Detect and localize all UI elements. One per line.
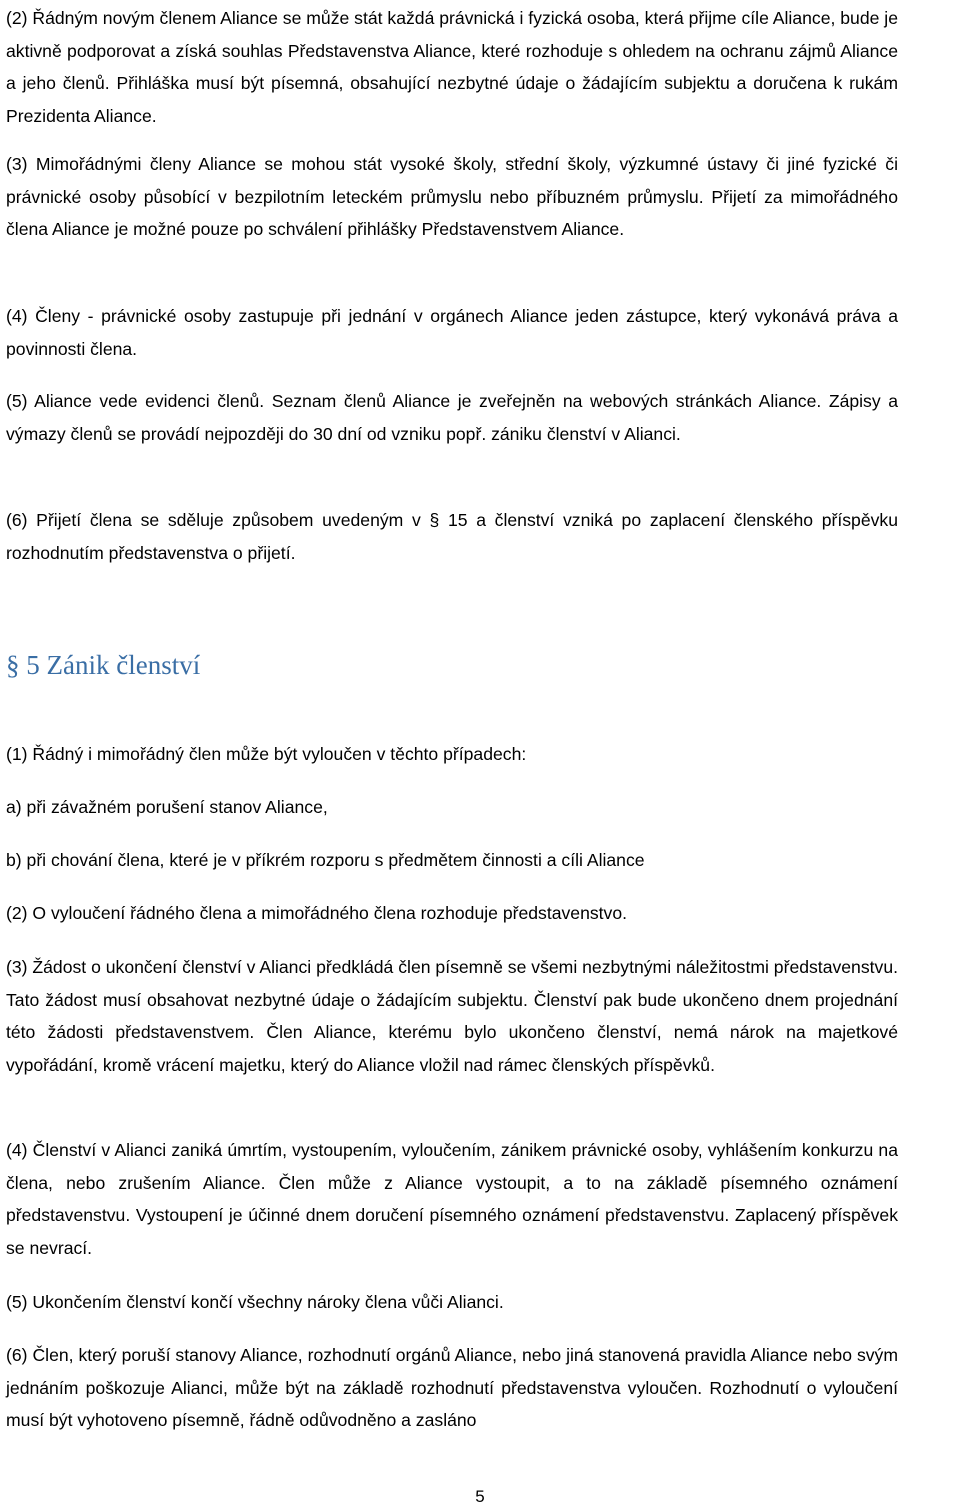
paragraph-6-admission: (6) Přijetí člena se sděluje způsobem uvedeným v § 15 a členství vzniká po zaplacení členského příspěvku rozhodnutím představenstva o přijetí. xyxy=(6,510,898,563)
termination-paragraph-5: (5) Ukončením členství končí všechny nároky člena vůči Alianci. xyxy=(6,1292,504,1312)
termination-paragraph-1: (1) Řádný i mimořádný člen může být vyloučen v těchto případech: xyxy=(6,744,527,764)
termination-paragraph-4: (4) Členství v Alianci zaniká úmrtím, vystoupením, vyloučením, zánikem právnické osoby, vyhlášením konkurzu na člena, nebo zrušením Aliance. Člen může z Aliance vystoupit, a to na základě písemného oznámení představenstvu. Vystoupení je účinné dnem doručení písemného oznámení představenstvu. Zaplacený příspěvek se nevrací. xyxy=(6,1140,898,1258)
section-heading: § 5 Zánik členství xyxy=(6,650,201,680)
paragraph-5-member-register: (5) Aliance vede evidenci členů. Seznam členů Aliance je zveřejněn na webových stránkách Aliance. Zápisy a výmazy členů se provádí nejpozději do 30 dní od vzniku popř. zániku členství v Alianci. xyxy=(6,391,898,444)
paragraph-2-membership: (2) Řádným novým členem Aliance se může stát každá právnická i fyzická osoba, která přijme cíle Aliance, bude je aktivně podporovat a získá souhlas Představenstva Aliance, které rozhoduje s ohledem na ochranu zájmů Aliance a jeho členů. Přihláška musí být písemná, obsahující nezbytné údaje o žádajícím subjektu a doručena k rukám Prezidenta Aliance. xyxy=(6,8,898,126)
termination-paragraph-3: (3) Žádost o ukončení členství v Alianci předkládá člen písemně se všemi nezbytnými náležitostmi představenstvu. Tato žádost musí obsahovat nezbytné údaje o žádajícím subjektu. Členství pak bude ukončeno dnem projednání této žádosti představenstvem. Člen Aliance, kterému bylo ukončeno členství, nemá nárok na majetkové vypořádání, kromě vrácení majetku, který do Aliance vložil nad rámec členských příspěvků. xyxy=(6,957,898,1075)
page-number: 5 xyxy=(475,1487,485,1506)
termination-item-b: b) při chování člena, které je v příkrém rozporu s předmětem činnosti a cíli Aliance xyxy=(6,850,645,870)
termination-item-a: a) při závažném porušení stanov Aliance, xyxy=(6,797,328,817)
paragraph-4-representation: (4) Členy - právnické osoby zastupuje při jednání v orgánech Aliance jeden zástupce, který vykonává práva a povinnosti člena. xyxy=(6,306,898,359)
paragraph-3-extraordinary-members: (3) Mimořádnými členy Aliance se mohou stát vysoké školy, střední školy, výzkumné ústavy či jiné fyzické či právnické osoby působící v bezpilotním leteckém průmyslu nebo příbuzném průmyslu. Přijetí za mimořádného člena Aliance je možné pouze po schválení přihlášky Představenstvem Aliance. xyxy=(6,154,898,239)
termination-paragraph-6: (6) Člen, který poruší stanovy Aliance, rozhodnutí orgánů Aliance, nebo jiná stanovená pravidla Aliance nebo svým jednáním poškozuje Alianci, může být na základě rozhodnutí představenstva vyloučen. Rozhodnutí o vyloučení musí být vyhotoveno písemně, řádně odůvodněno a zasláno xyxy=(6,1345,898,1430)
termination-paragraph-2: (2) O vyloučení řádného člena a mimořádného člena rozhoduje představenstvo. xyxy=(6,903,628,923)
